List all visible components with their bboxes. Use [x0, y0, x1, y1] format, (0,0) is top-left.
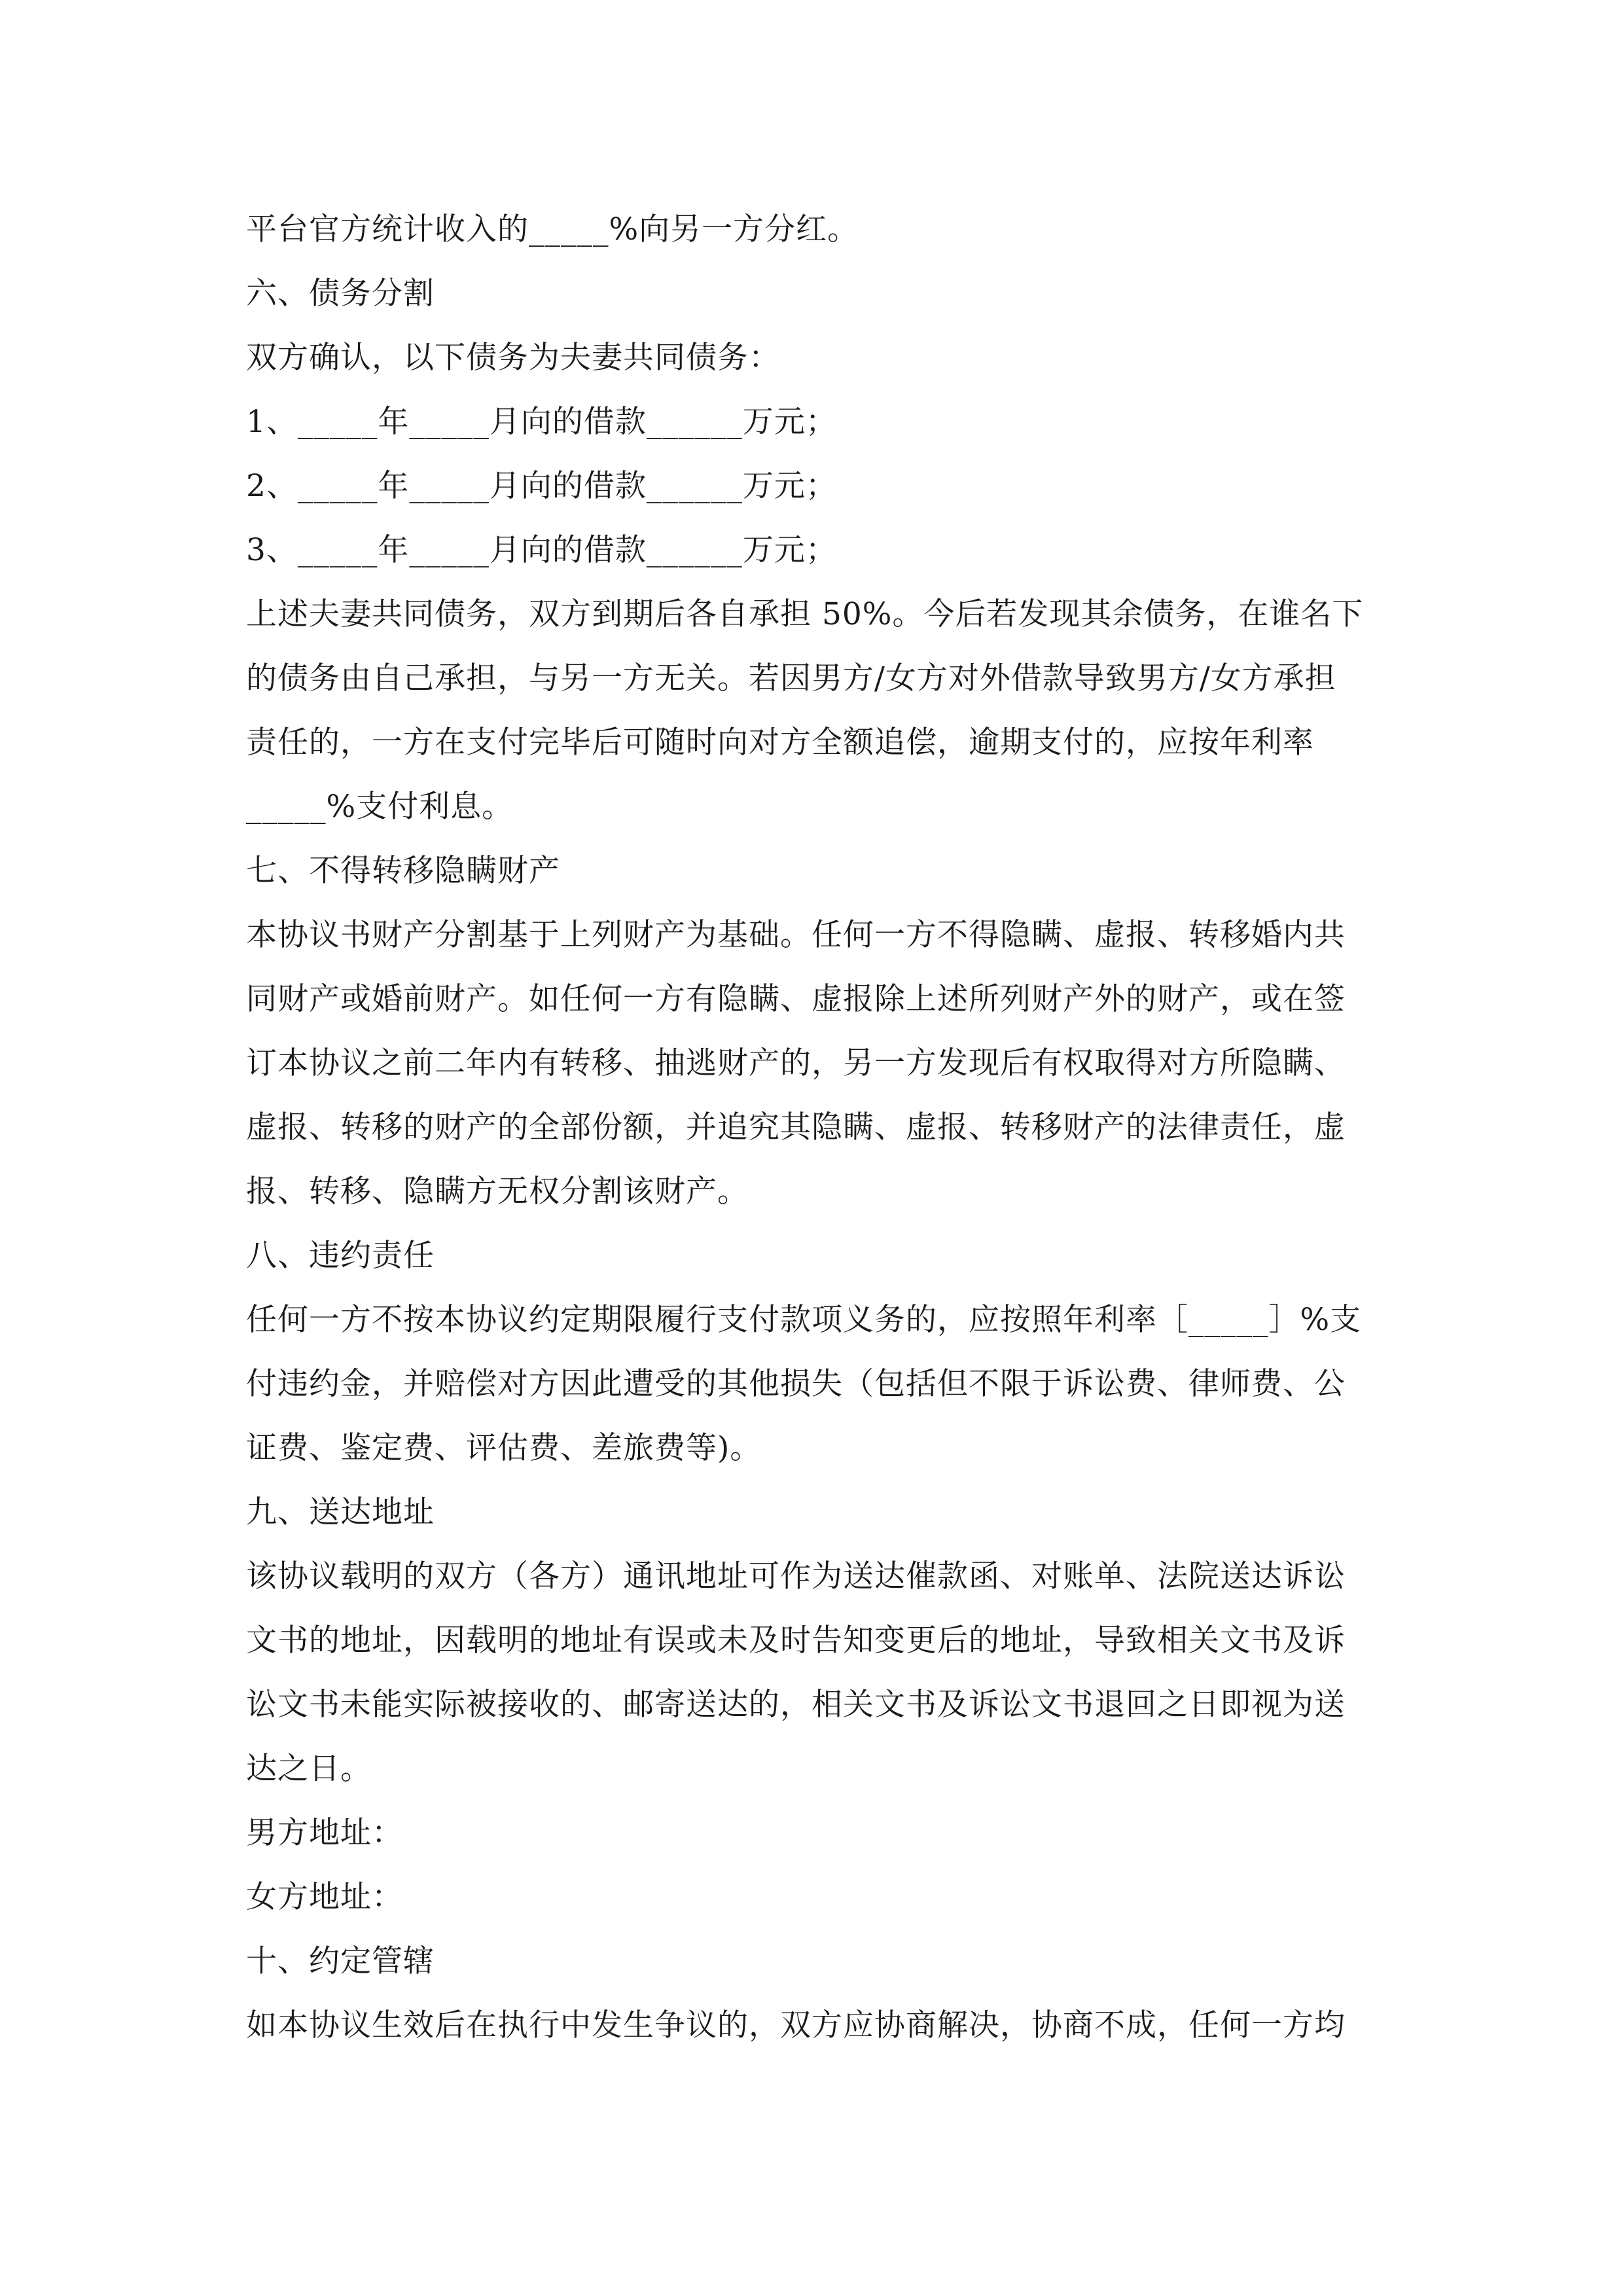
debt-item-3: 3、_____年_____月向的借款______万元； — [246, 532, 837, 568]
debt-item-1: 1、_____年_____月向的借款______万元； — [246, 404, 837, 440]
text-line: 该协议载明的双方（各方）通讯地址可作为送达催款函、对账单、法院送达诉讼 — [246, 1558, 1346, 1594]
text-line: 证费、鉴定费、评估费、差旅费等)。 — [246, 1430, 762, 1466]
text-line: 如本协议生效后在执行中发生争议的，双方应协商解决，协商不成，任何一方均 — [246, 2007, 1346, 2043]
text-line: 责任的，一方在支付完毕后可随时向对方全额追偿，逾期支付的，应按年利率 — [246, 725, 1314, 761]
text-line: 任何一方不按本协议约定期限履行支付款项义务的，应按照年利率［_____］%支 — [246, 1302, 1362, 1338]
text-line: 同财产或婚前财产。如任何一方有隐瞒、虚报除上述所列财产外的财产，或在签 — [246, 981, 1346, 1017]
text-line: 的债务由自己承担，与另一方无关。若因男方/女方对外借款导致男方/女方承担 — [246, 660, 1336, 696]
debt-item-2: 2、_____年_____月向的借款______万元； — [246, 468, 837, 504]
section-heading-no-concealment: 七、不得转移隐瞒财产 — [246, 853, 560, 889]
text-line: 付违约金，并赔偿对方因此遭受的其他损失（包括但不限于诉讼费、律师费、公 — [246, 1366, 1346, 1402]
section-heading-service-address: 九、送达地址 — [246, 1494, 435, 1530]
section-heading-jurisdiction: 十、约定管辖 — [246, 1943, 435, 1979]
text-line: 讼文书未能实际被接收的、邮寄送达的，相关文书及诉讼文书退回之日即视为送 — [246, 1687, 1346, 1723]
text-line: 报、转移、隐瞒方无权分割该财产。 — [246, 1174, 749, 1210]
text-line: 本协议书财产分割基于上列财产为基础。任何一方不得隐瞒、虚报、转移婚内共 — [246, 917, 1346, 953]
female-address-label: 女方地址： — [246, 1879, 403, 1915]
document-page — [246, 198, 1404, 2058]
text-line: 上述夫妻共同债务，双方到期后各自承担 50%。今后若发现其余债务，在谁名下 — [246, 596, 1364, 632]
text-line: 达之日。 — [246, 1751, 372, 1787]
text-line: 双方确认，以下债务为夫妻共同债务： — [246, 340, 780, 376]
text-line: 文书的地址，因载明的地址有误或未及时告知变更后的地址，导致相关文书及诉 — [246, 1623, 1346, 1659]
text-line: 订本协议之前二年内有转移、抽逃财产的，另一方发现后有权取得对方所隐瞒、 — [246, 1045, 1346, 1081]
text-line: 平台官方统计收入的_____%向另一方分红。 — [246, 211, 859, 247]
section-heading-breach-liability: 八、违约责任 — [246, 1238, 435, 1274]
male-address-label: 男方地址： — [246, 1815, 403, 1851]
text-line: 虚报、转移的财产的全部份额，并追究其隐瞒、虚报、转移财产的法律责任，虚 — [246, 1109, 1346, 1145]
section-heading-debt-division: 六、债务分割 — [246, 276, 435, 312]
text-line: _____%支付利息。 — [246, 789, 514, 825]
